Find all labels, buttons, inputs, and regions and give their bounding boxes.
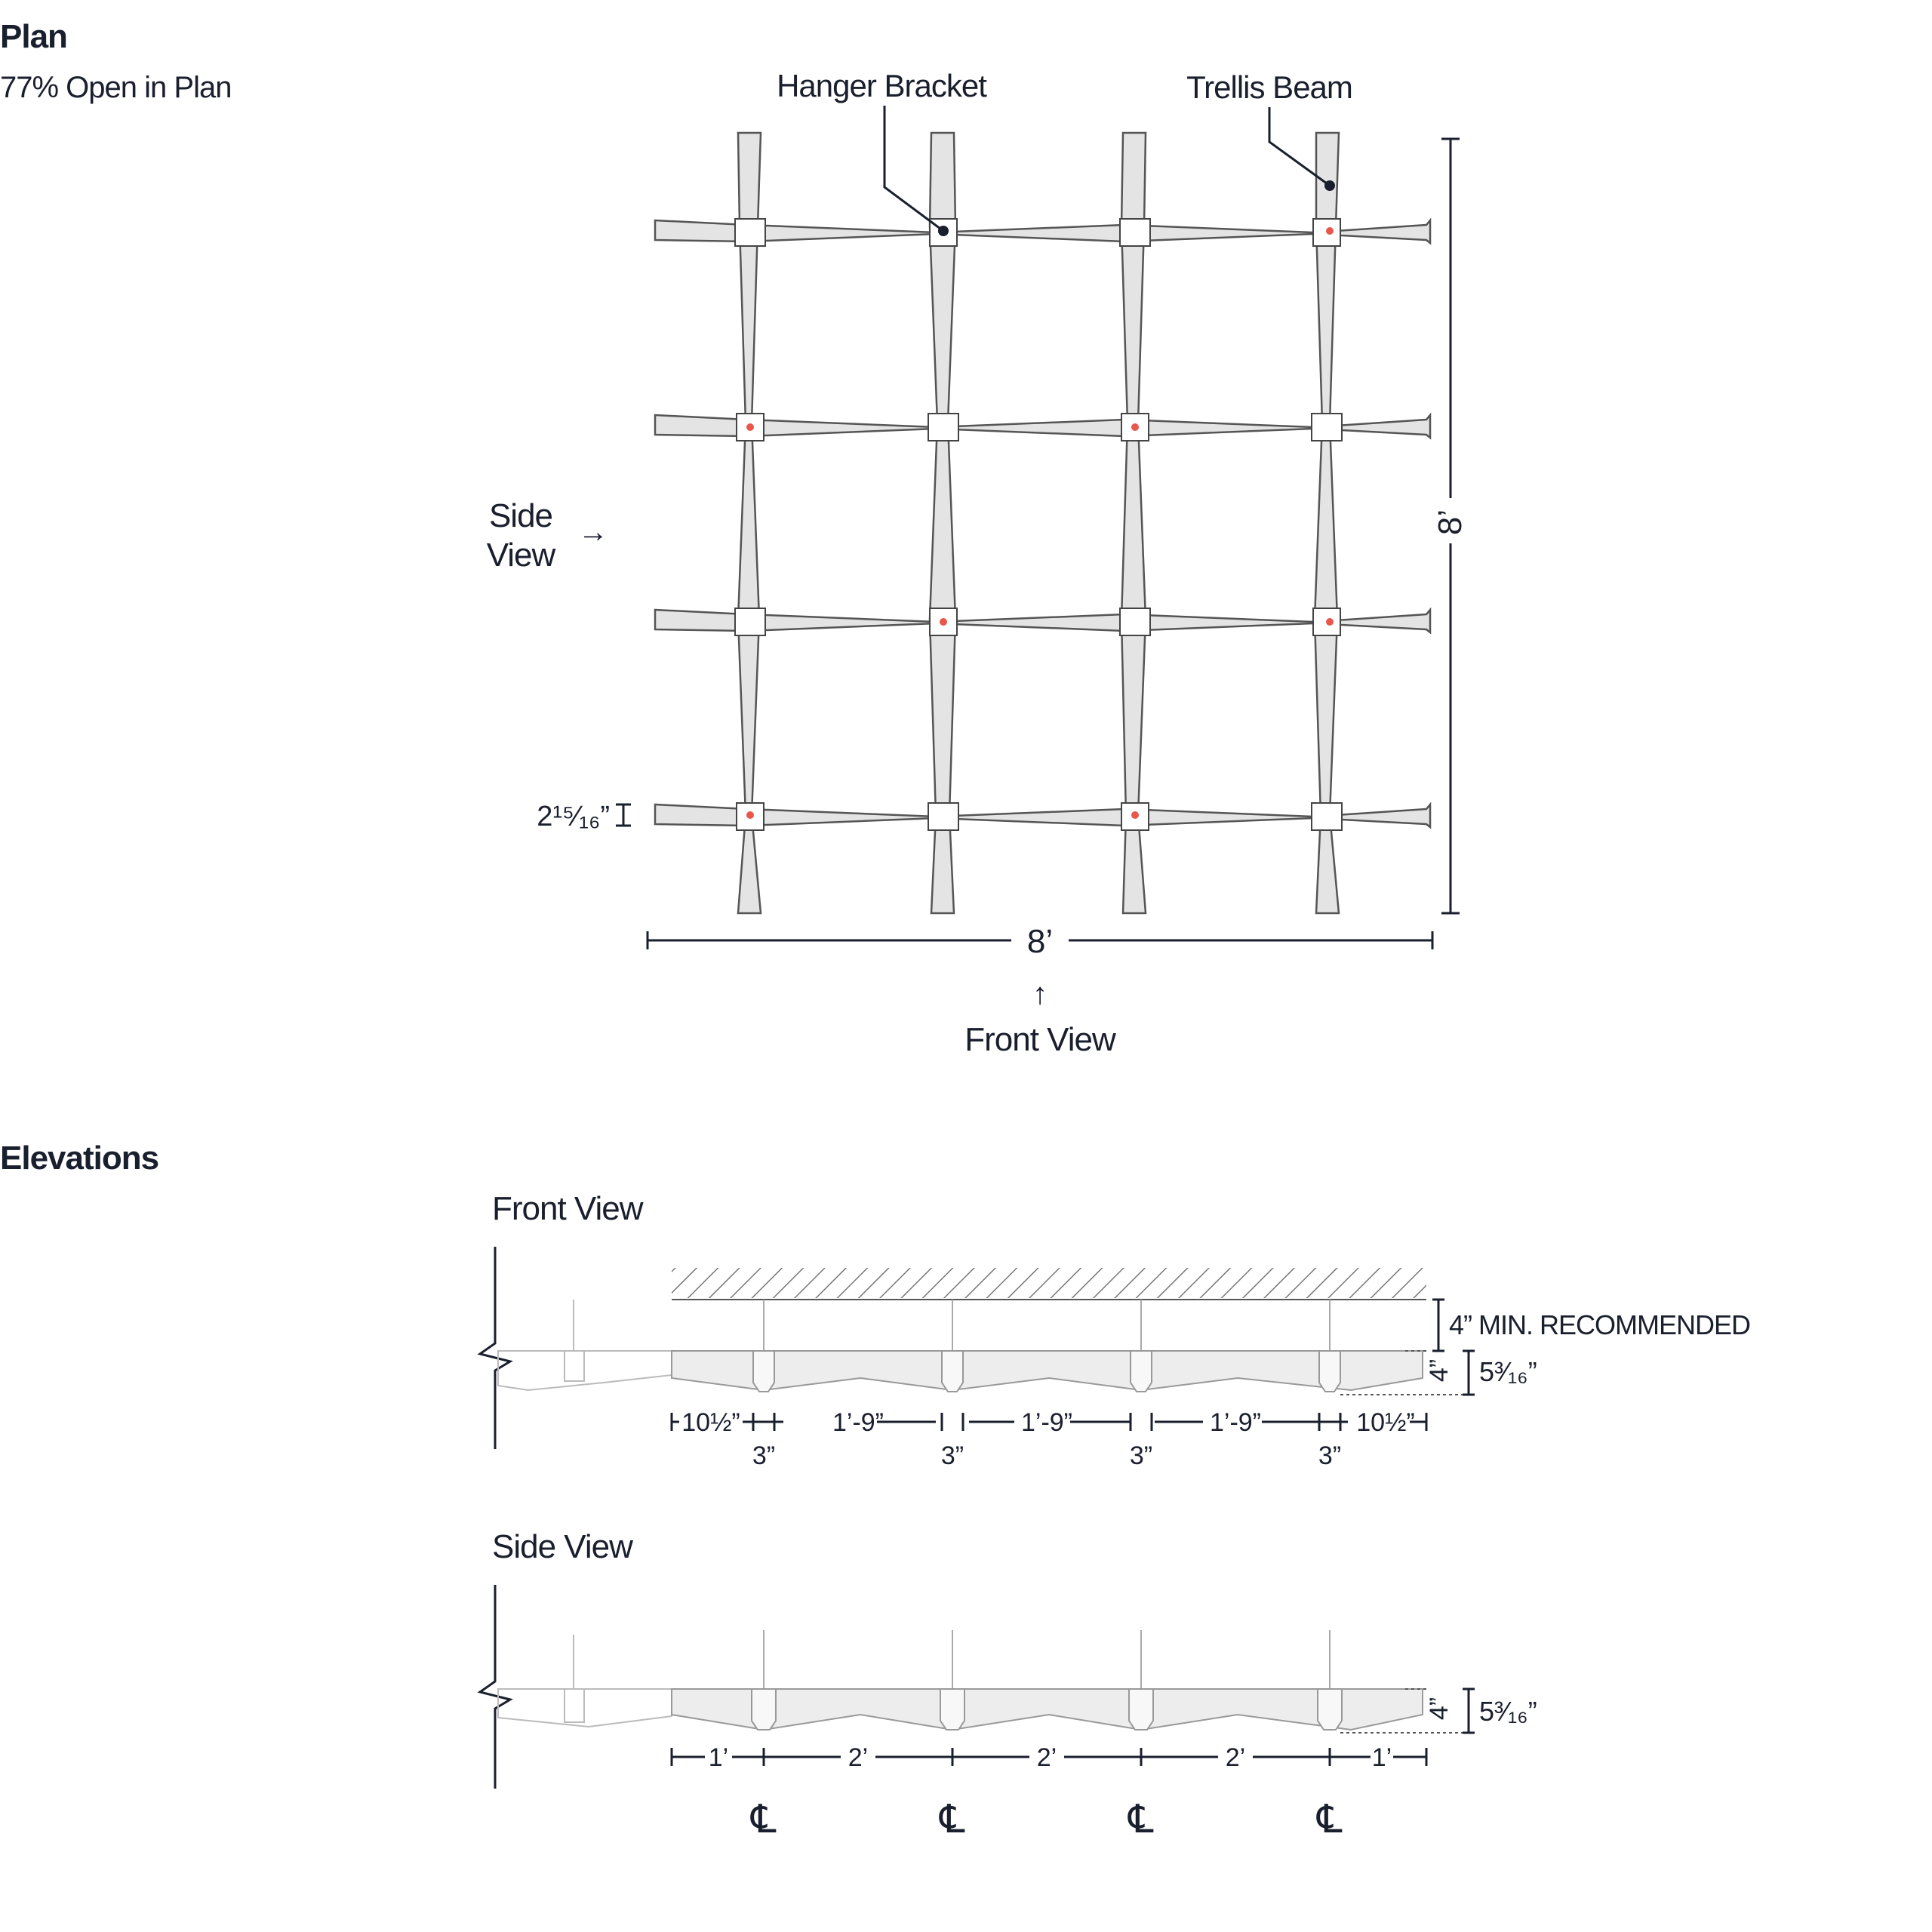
- plan-bracket: [928, 803, 958, 830]
- side-view-indicator-line2: View: [486, 537, 555, 574]
- callout-hanger-dot: [938, 226, 949, 236]
- plan-brackets: [735, 219, 1342, 830]
- front-break-line: [480, 1247, 510, 1449]
- plan-vertical-beams: [738, 133, 1339, 913]
- front-view-arrow: ↑: [1032, 977, 1048, 1011]
- front-segment-label: 10½”: [681, 1408, 740, 1437]
- side-hanger-wires: [764, 1630, 1330, 1689]
- front-depth-total-label: 5³⁄₁₆”: [1479, 1356, 1537, 1387]
- side-bracket: [940, 1689, 964, 1730]
- hanger-dot: [1131, 811, 1139, 819]
- elevations-heading: Elevations: [0, 1140, 159, 1177]
- side-ghost-beam: [498, 1635, 672, 1727]
- beam-width-marker: [616, 804, 631, 826]
- front-bracket-width-label: 3”: [1129, 1441, 1153, 1470]
- front-beam-body: [672, 1351, 1423, 1390]
- plan-horizontal-beams: [655, 220, 1430, 827]
- plan-hanger-dots: [746, 227, 1334, 819]
- front-clearance-dimension: [1432, 1300, 1444, 1351]
- plan-grid: [655, 133, 1430, 913]
- plan-v-beam: [1121, 133, 1146, 913]
- front-view-indicator: Front View: [964, 1021, 1115, 1058]
- front-bracket-width-label: 3”: [752, 1441, 776, 1470]
- front-bracket-width-label: 3”: [1318, 1441, 1342, 1470]
- side-segment-label: 1’: [708, 1743, 729, 1772]
- front-segment-label: 1’-9”: [1209, 1408, 1262, 1437]
- front-bracket: [1131, 1351, 1152, 1392]
- centerline-symbol: ℄: [1317, 1798, 1343, 1841]
- side-depth-beam-label: 4”: [1425, 1697, 1454, 1721]
- plan-v-beam: [1315, 133, 1339, 913]
- side-depth-total-label: 5³⁄₁₆”: [1479, 1696, 1537, 1727]
- front-bracket: [753, 1351, 774, 1392]
- centerline-symbol: ℄: [940, 1798, 965, 1841]
- plan-v-beam: [930, 133, 955, 913]
- front-clearance-label: 4” MIN. RECOMMENDED: [1449, 1309, 1751, 1340]
- front-bracket: [1319, 1351, 1340, 1392]
- plan-bracket: [928, 414, 958, 441]
- plan-bracket: [1312, 803, 1342, 830]
- front-bracket: [942, 1351, 963, 1392]
- side-beam-body: [672, 1689, 1423, 1730]
- centerline-symbol: ℄: [751, 1798, 777, 1841]
- plan-bracket: [735, 608, 765, 635]
- side-bracket: [1318, 1689, 1342, 1730]
- plan-bracket: [1312, 414, 1342, 441]
- side-segment-label: 2’: [848, 1743, 869, 1772]
- beam-width-label: 2¹⁵⁄₁₆”: [537, 801, 610, 832]
- hanger-dot: [1131, 423, 1139, 431]
- plan-bracket: [735, 219, 765, 246]
- hanger-dot: [1326, 618, 1334, 626]
- plan-bracket: [1120, 219, 1150, 246]
- front-ghost-beam: [498, 1300, 672, 1390]
- callout-trellis-beam: Trellis Beam: [1186, 69, 1352, 105]
- side-bracket: [1129, 1689, 1153, 1730]
- hanger-dot: [746, 811, 754, 819]
- centerline-symbol: ℄: [1128, 1798, 1154, 1841]
- side-view-indicator-line1: Side: [488, 497, 553, 534]
- hanger-dot: [1326, 227, 1334, 235]
- plan-subheading: 77% Open in Plan: [0, 71, 232, 104]
- side-segment-label: 2’: [1036, 1743, 1057, 1772]
- front-segment-label: 10½”: [1356, 1408, 1415, 1437]
- front-ceiling-hatch: [672, 1268, 1426, 1298]
- hanger-dot: [940, 618, 947, 626]
- front-bracket-width-label: 3”: [940, 1441, 964, 1470]
- side-break-line: [480, 1585, 510, 1789]
- hanger-dot: [746, 423, 754, 431]
- side-view-arrow: →: [578, 515, 608, 549]
- front-view-title: Front View: [492, 1190, 643, 1227]
- plan-height-label: 8’: [1432, 509, 1469, 536]
- front-segment-label: 1’-9”: [1020, 1408, 1073, 1437]
- side-segment-label: 1’: [1371, 1743, 1392, 1772]
- callout-hanger-bracket: Hanger Bracket: [777, 68, 986, 103]
- front-depth-beam-label: 4”: [1425, 1358, 1454, 1383]
- side-segment-label: 2’: [1225, 1743, 1246, 1772]
- side-bracket: [752, 1689, 776, 1730]
- side-view-title: Side View: [492, 1528, 632, 1565]
- plan-bracket: [1120, 608, 1150, 635]
- front-segment-label: 1’-9”: [832, 1408, 884, 1437]
- front-hanger-wires: [764, 1300, 1330, 1351]
- callout-beam-dot: [1324, 180, 1335, 191]
- plan-width-label: 8’: [1026, 923, 1054, 960]
- plan-v-beam: [738, 133, 761, 913]
- plan-heading: Plan: [0, 18, 67, 55]
